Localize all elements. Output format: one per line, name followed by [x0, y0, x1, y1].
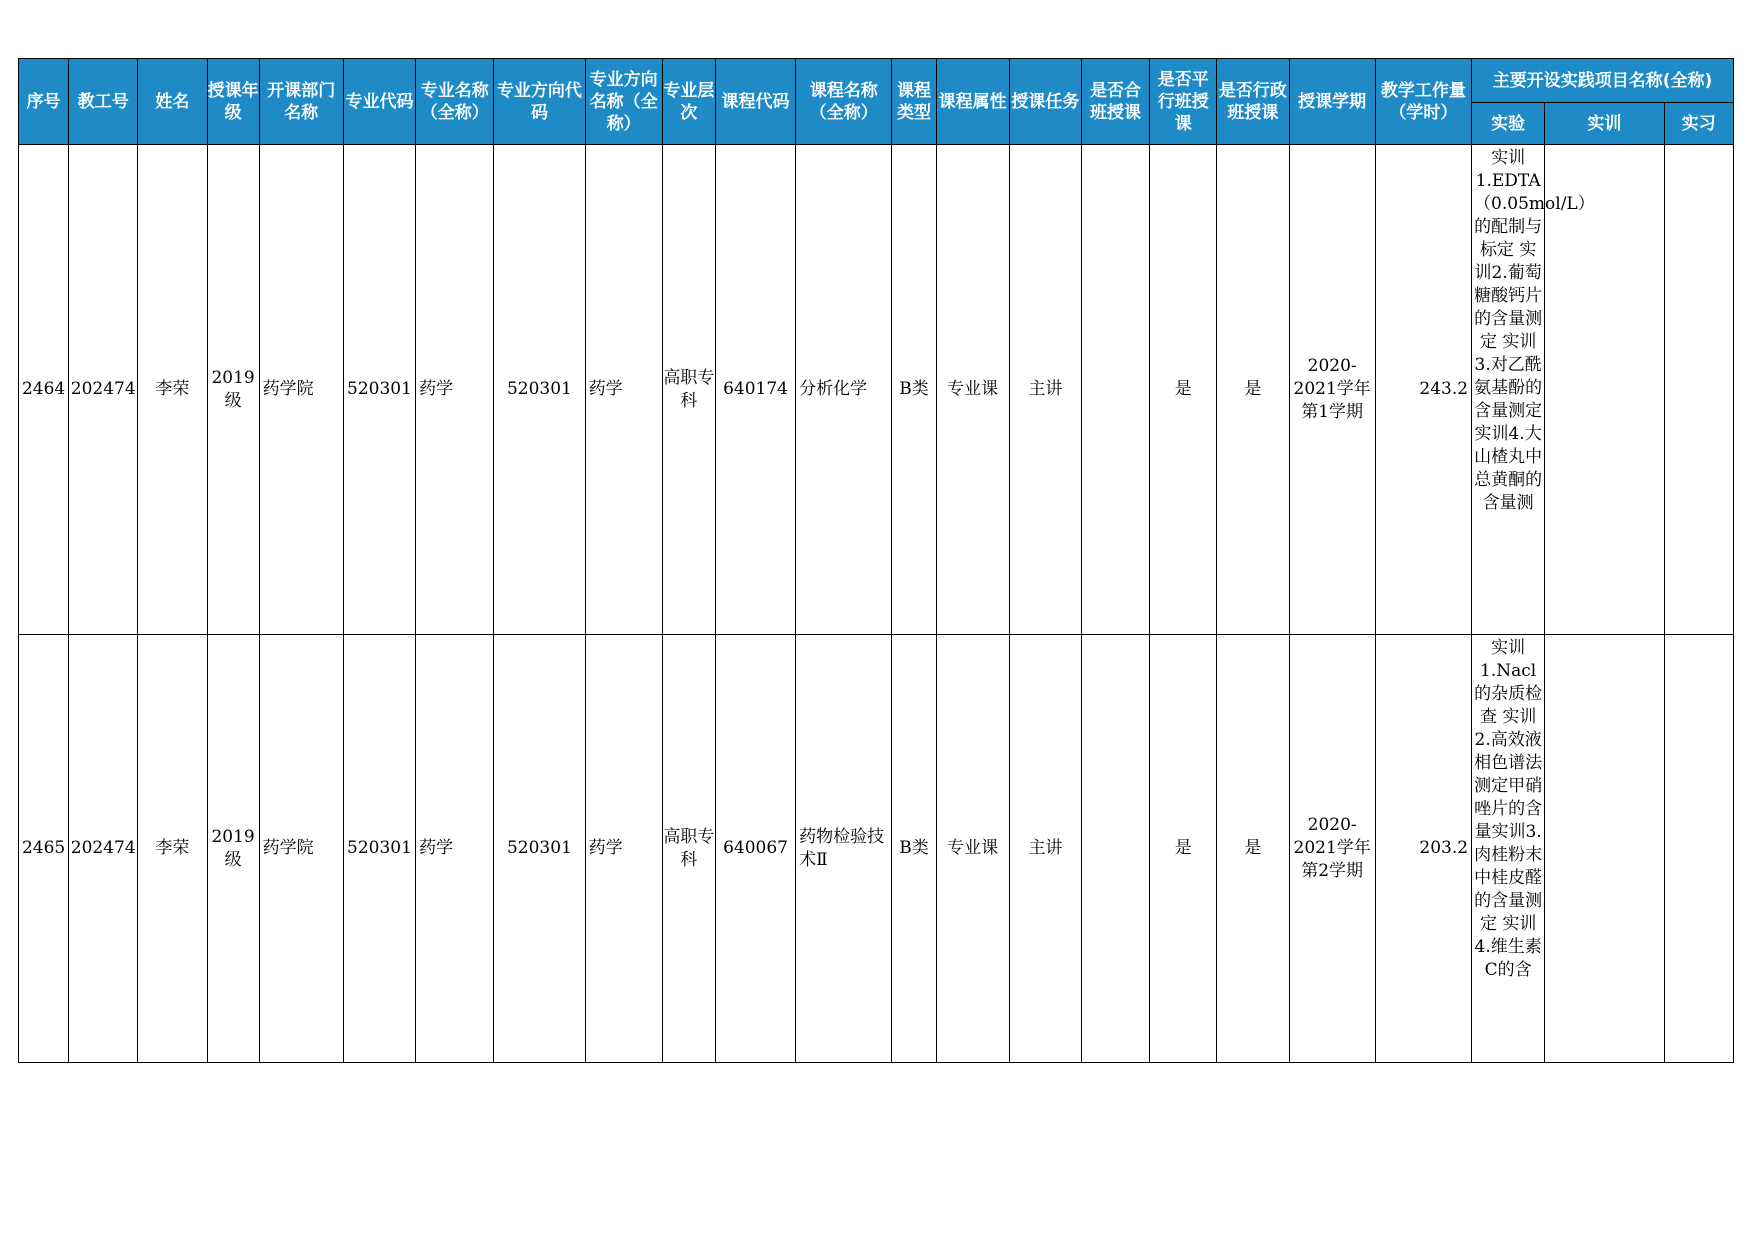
- cell-staff-id: 202474: [69, 145, 138, 635]
- header-merged: 是否合班授课: [1081, 59, 1149, 145]
- cell-dept: 药学院: [259, 635, 343, 1063]
- header-name: 姓名: [138, 59, 207, 145]
- cell-term: 2020-2021学年第2学期: [1289, 635, 1375, 1063]
- cell-training: [1545, 145, 1664, 635]
- header-workload: 教学工作量（学时）: [1375, 59, 1471, 145]
- header-level: 专业层次: [662, 59, 715, 145]
- header-seq: 序号: [19, 59, 69, 145]
- cell-admin: 是: [1217, 635, 1289, 1063]
- cell-major-name: 药学: [416, 635, 494, 1063]
- cell-term: 2020-2021学年第1学期: [1289, 145, 1375, 635]
- header-course-type: 课程类型: [892, 59, 936, 145]
- header-major-name: 专业名称（全称）: [416, 59, 494, 145]
- cell-dept: 药学院: [259, 145, 343, 635]
- header-major-code: 专业代码: [343, 59, 415, 145]
- cell-seq: 2465: [19, 635, 69, 1063]
- cell-grade: 2019级: [207, 145, 259, 635]
- header-course-attr: 课程属性: [936, 59, 1009, 145]
- cell-major-name: 药学: [416, 145, 494, 635]
- cell-admin: 是: [1217, 145, 1289, 635]
- header-course-code: 课程代码: [715, 59, 795, 145]
- cell-merged: [1081, 635, 1149, 1063]
- header-training: 实训: [1545, 103, 1664, 145]
- cell-workload: 203.2: [1375, 635, 1471, 1063]
- cell-parallel: 是: [1150, 145, 1217, 635]
- cell-major-code: 520301: [343, 635, 415, 1063]
- cell-task: 主讲: [1009, 145, 1081, 635]
- cell-name: 李荣: [138, 145, 207, 635]
- header-staff-id: 教工号: [69, 59, 138, 145]
- header-term: 授课学期: [1289, 59, 1375, 145]
- cell-major-code: 520301: [343, 145, 415, 635]
- cell-direction-code: 520301: [494, 635, 585, 1063]
- header-dept: 开课部门名称: [259, 59, 343, 145]
- header-grade: 授课年级: [207, 59, 259, 145]
- cell-internship: [1664, 635, 1733, 1063]
- header-task: 授课任务: [1009, 59, 1081, 145]
- cell-course-code: 640174: [715, 145, 795, 635]
- cell-workload: 243.2: [1375, 145, 1471, 635]
- cell-merged: [1081, 145, 1149, 635]
- cell-course-type: B类: [892, 145, 936, 635]
- cell-name: 李荣: [138, 635, 207, 1063]
- cell-level: 高职专科: [662, 145, 715, 635]
- header-direction-name: 专业方向名称（全称）: [585, 59, 662, 145]
- cell-seq: 2464: [19, 145, 69, 635]
- header-practice-group: 主要开设实践项目名称(全称): [1472, 59, 1734, 103]
- cell-training: [1545, 635, 1664, 1063]
- experiment-text: 实训1.EDTA（0.05mol/L）的配制与标定 实训2.葡萄糖酸钙片的含量测定 实训3.对乙酰氨基酚的含量测定实训4.大山楂丸中总黄酮的含量测: [1474, 147, 1595, 513]
- cell-course-name: 药物检验技术Ⅱ: [796, 635, 892, 1063]
- table-row: [19, 145, 1734, 635]
- cell-course-attr: 专业课: [936, 635, 1009, 1063]
- cell-experiment: [1472, 635, 1545, 1063]
- cell-direction-code: 520301: [494, 145, 585, 635]
- cell-course-name: 分析化学: [796, 145, 892, 635]
- experiment-text: 实训1.Nacl的杂质检查 实训2.高效液相色谱法测定甲硝唑片的含量实训3.肉桂粉末中桂皮醛的含量测定 实训4.维生素C的含: [1474, 637, 1543, 980]
- cell-course-attr: 专业课: [936, 145, 1009, 635]
- cell-direction-name: 药学: [585, 635, 662, 1063]
- cell-course-code: 640067: [715, 635, 795, 1063]
- cell-course-type: B类: [892, 635, 936, 1063]
- cell-level: 高职专科: [662, 635, 715, 1063]
- cell-direction-name: 药学: [585, 145, 662, 635]
- header-parallel: 是否平行班授课: [1150, 59, 1217, 145]
- cell-experiment: [1472, 145, 1595, 635]
- teaching-workload-table: [18, 58, 1734, 1063]
- cell-staff-id: 202474: [69, 635, 138, 1063]
- header-course-name: 课程名称（全称）: [796, 59, 892, 145]
- header-experiment: 实验: [1472, 103, 1545, 145]
- cell-task: 主讲: [1009, 635, 1081, 1063]
- header-internship: 实习: [1664, 103, 1733, 145]
- header-admin: 是否行政班授课: [1217, 59, 1289, 145]
- cell-grade: 2019级: [207, 635, 259, 1063]
- cell-internship: [1664, 145, 1733, 635]
- table-row: [19, 635, 1734, 1063]
- header-direction-code: 专业方向代码: [494, 59, 585, 145]
- cell-parallel: 是: [1150, 635, 1217, 1063]
